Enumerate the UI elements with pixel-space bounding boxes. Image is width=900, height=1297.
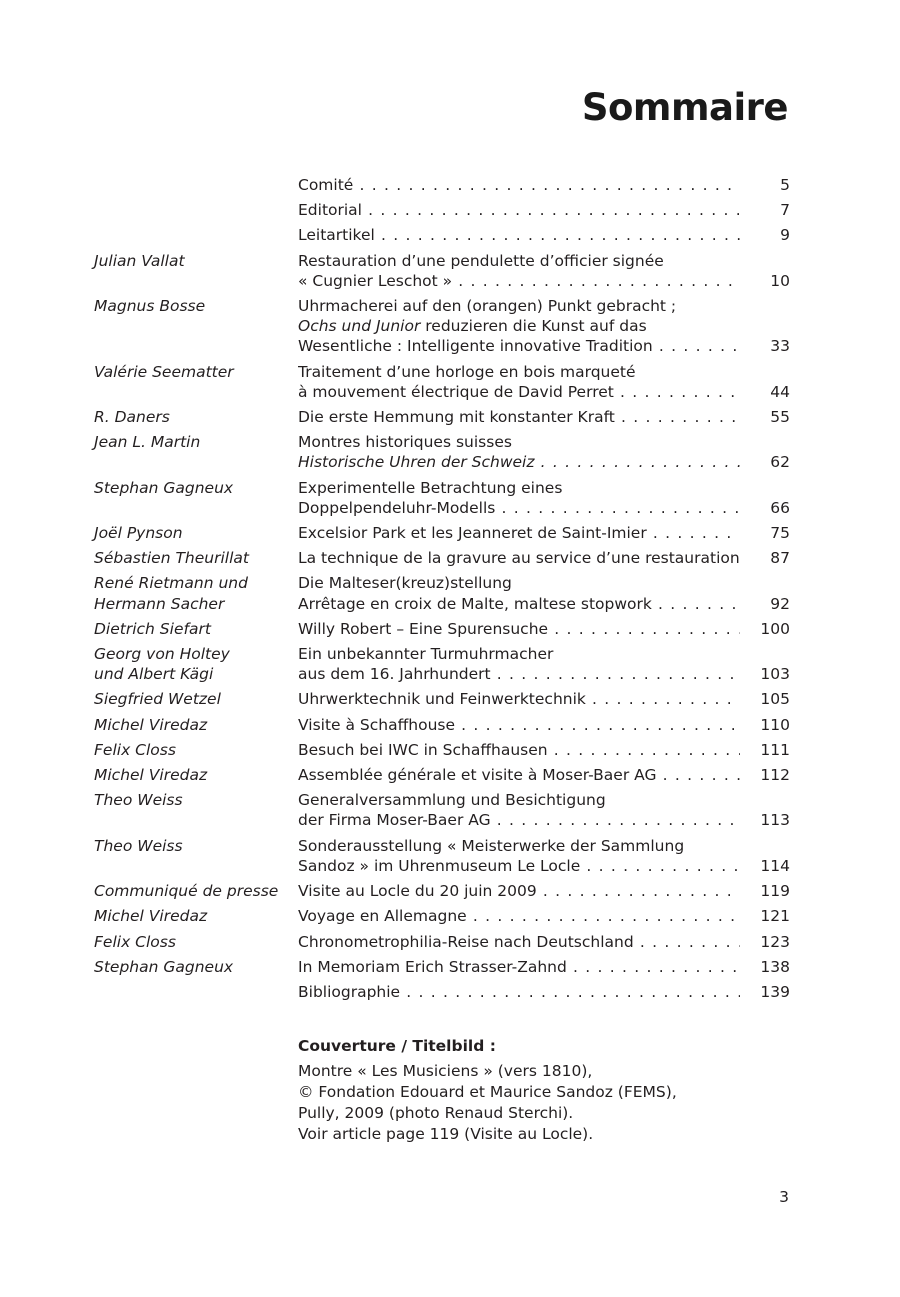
toc-entry [94, 740, 790, 765]
toc-author: Dietrich Siefart [94, 619, 211, 638]
toc-page-number: 110 [760, 715, 790, 734]
toc-page-number: 114 [760, 856, 790, 875]
toc-title-line: Comité . . . [298, 175, 740, 195]
toc-entry [94, 296, 790, 362]
toc-author: Stephan Gagneux [94, 478, 234, 497]
toc-entry [94, 362, 790, 407]
toc-entry [94, 407, 790, 432]
toc-entry [94, 200, 790, 225]
toc-page-number: 100 [760, 619, 790, 638]
cover-line: Pully, 2009 (photo Renaud Sterchi). [298, 1104, 574, 1122]
toc-author: Magnus Bosse [94, 297, 206, 316]
toc-page-number: 138 [760, 957, 790, 976]
toc-entry [94, 225, 790, 250]
toc-page-number: 111 [760, 740, 790, 759]
cover-line: Voir article page 119 (Visite au Locle). [298, 1125, 594, 1143]
cover-line: Montre « Les Musiciens » (vers 1810), [298, 1062, 593, 1080]
toc-page-number: 105 [760, 690, 790, 709]
toc-title-line: « Cugnier Leschot » . . . [298, 271, 740, 291]
toc-author [94, 200, 298, 220]
toc-entry [94, 523, 790, 548]
toc-author: Sébastien Theurillat [94, 549, 249, 568]
toc-entry [94, 906, 790, 931]
toc-title-line: Wesentliche : Intelligente innovative Tradition . . . [298, 336, 740, 356]
toc-entry [94, 251, 790, 296]
toc-entry [94, 619, 790, 644]
toc-page-number: 7 [780, 201, 790, 220]
toc-page-number: 139 [760, 982, 790, 1001]
toc-page-number: 9 [780, 226, 790, 245]
toc-title-line: Restauration d’une pendulette d’officier signée [298, 251, 664, 270]
toc-title-line: der Firma Moser-Baer AG . . . [298, 810, 740, 830]
toc-page-number: 112 [760, 766, 790, 785]
toc-title-line: Uhrmacherei auf den (orangen) Punkt gebracht ; [298, 297, 677, 316]
toc-author: Felix Closs [94, 932, 176, 951]
toc-title-line: Die Malteser(kreuz)stellung [298, 574, 512, 593]
toc-author: Communiqué de presse [94, 882, 279, 901]
toc-entry [94, 982, 790, 1007]
toc-page-number: 5 [780, 176, 790, 194]
toc-author: Theo Weiss [94, 791, 183, 810]
toc-author: Julian Vallat [94, 251, 185, 270]
toc-title-line: Voyage en Allemagne . . . [298, 906, 740, 926]
toc-page-number: 10 [770, 271, 790, 290]
page-number: 3 [779, 1188, 789, 1206]
toc-entry [94, 432, 790, 477]
toc-title-line: Besuch bei IWC in Schaffhausen . . . [298, 740, 740, 760]
toc-author: Jean L. Martin [94, 433, 201, 452]
toc-page-number: 119 [760, 882, 790, 901]
toc-author: Joël Pynson [94, 524, 183, 543]
toc-author [94, 225, 298, 245]
toc-author [94, 982, 298, 1002]
toc-title-line: Traitement d’une horloge en bois marqueté [298, 362, 636, 381]
page-title: Sommaire [581, 86, 788, 129]
toc-entry [94, 932, 790, 957]
toc-page-number: 33 [770, 337, 790, 356]
cover-heading: Couverture / Titelbild : [298, 1037, 496, 1055]
toc-title-line: Experimentelle Betrachtung eines [298, 478, 563, 497]
toc-author: Georg von Holtey und Albert Kägi [94, 645, 230, 684]
toc-entry [94, 790, 790, 835]
toc-entry [94, 689, 790, 714]
toc-author: R. Daners [94, 408, 170, 427]
toc-author: Felix Closs [94, 740, 176, 759]
toc-author: Siegfried Wetzel [94, 690, 221, 709]
toc-page-number: 103 [760, 665, 790, 684]
toc-title-line: Bibliographie . . . [298, 982, 740, 1002]
toc-title-line: Uhrwerktechnik und Feinwerktechnik . . . [298, 689, 740, 709]
toc-title-line: Assemblée générale et visite à Moser-Baer AG . . . [298, 765, 740, 785]
toc-author: René Rietmann und Hermann Sacher [94, 574, 248, 613]
toc-title-line: Visite au Locle du 20 juin 2009 . . . [298, 881, 740, 901]
toc-entry [94, 644, 790, 689]
toc-page-number: 121 [760, 907, 790, 926]
toc-title-line: Ein unbekannter Turmuhrmacher [298, 645, 554, 664]
toc-page-number: 75 [770, 524, 790, 543]
toc-entry [94, 715, 790, 740]
toc-entry [94, 478, 790, 523]
toc-title-line: Visite à Schaffhouse . . . [298, 715, 740, 735]
cover-caption [298, 1036, 677, 1145]
table-of-contents [94, 175, 790, 1007]
toc-page-number: 66 [770, 498, 790, 517]
toc-page-number: 44 [770, 382, 790, 401]
toc-title-line: Montres historiques suisses [298, 433, 512, 452]
toc-title-line: Arrêtage en croix de Malte, maltese stopwork . . . [298, 594, 740, 614]
toc-title-line: Leitartikel . . . [298, 225, 740, 245]
toc-page-number: 123 [760, 932, 790, 951]
toc-entry [94, 175, 790, 200]
toc-author: Valérie Seematter [94, 362, 234, 381]
toc-entry [94, 548, 790, 573]
toc-page-number: 92 [770, 594, 790, 613]
toc-title-line: In Memoriam Erich Strasser-Zahnd . . . [298, 957, 740, 977]
toc-entry [94, 881, 790, 906]
toc-author: Michel Viredaz [94, 907, 208, 926]
toc-title-line: La technique de la gravure au service d’une restauration . . . [298, 548, 740, 568]
toc-title-line: Die erste Hemmung mit konstanter Kraft . . . [298, 407, 740, 427]
toc-title-line: Generalversammlung und Besichtigung [298, 791, 606, 810]
toc-title-line: Editorial . . . [298, 200, 740, 220]
toc-entry [94, 765, 790, 790]
toc-title-line: Willy Robert – Eine Spurensuche . . . [298, 619, 740, 639]
toc-author [94, 175, 298, 195]
toc-entry [94, 573, 790, 618]
toc-page-number: 55 [770, 408, 790, 427]
toc-author: Michel Viredaz [94, 715, 208, 734]
toc-title-line: Ochs und Junior reduzieren die Kunst auf das [298, 317, 647, 336]
toc-title-line: Sonderausstellung « Meisterwerke der Sammlung [298, 836, 685, 855]
toc-title-line: Doppelpendeluhr-Modells . . . [298, 498, 740, 518]
toc-author: Theo Weiss [94, 836, 183, 855]
toc-title-line: Sandoz » im Uhrenmuseum Le Locle . . . [298, 856, 740, 876]
toc-title-line: aus dem 16. Jahrhundert . . . [298, 664, 740, 684]
toc-title-line: à mouvement électrique de David Perret . . . [298, 382, 740, 402]
toc-title-line: Chronometrophilia-Reise nach Deutschland . . . [298, 932, 740, 952]
toc-page-number: 87 [770, 549, 790, 568]
toc-entry [94, 836, 790, 881]
toc-title-line: Excelsior Park et les Jeanneret de Saint-Imier . . . [298, 523, 740, 543]
cover-line: © Fondation Edouard et Maurice Sandoz (FEMS), [298, 1083, 677, 1101]
toc-author: Stephan Gagneux [94, 957, 234, 976]
toc-page-number: 113 [760, 811, 790, 830]
toc-title-line: Historische Uhren der Schweiz . . . [298, 452, 740, 472]
toc-entry [94, 957, 790, 982]
toc-author: Michel Viredaz [94, 766, 208, 785]
toc-page-number: 62 [770, 453, 790, 472]
